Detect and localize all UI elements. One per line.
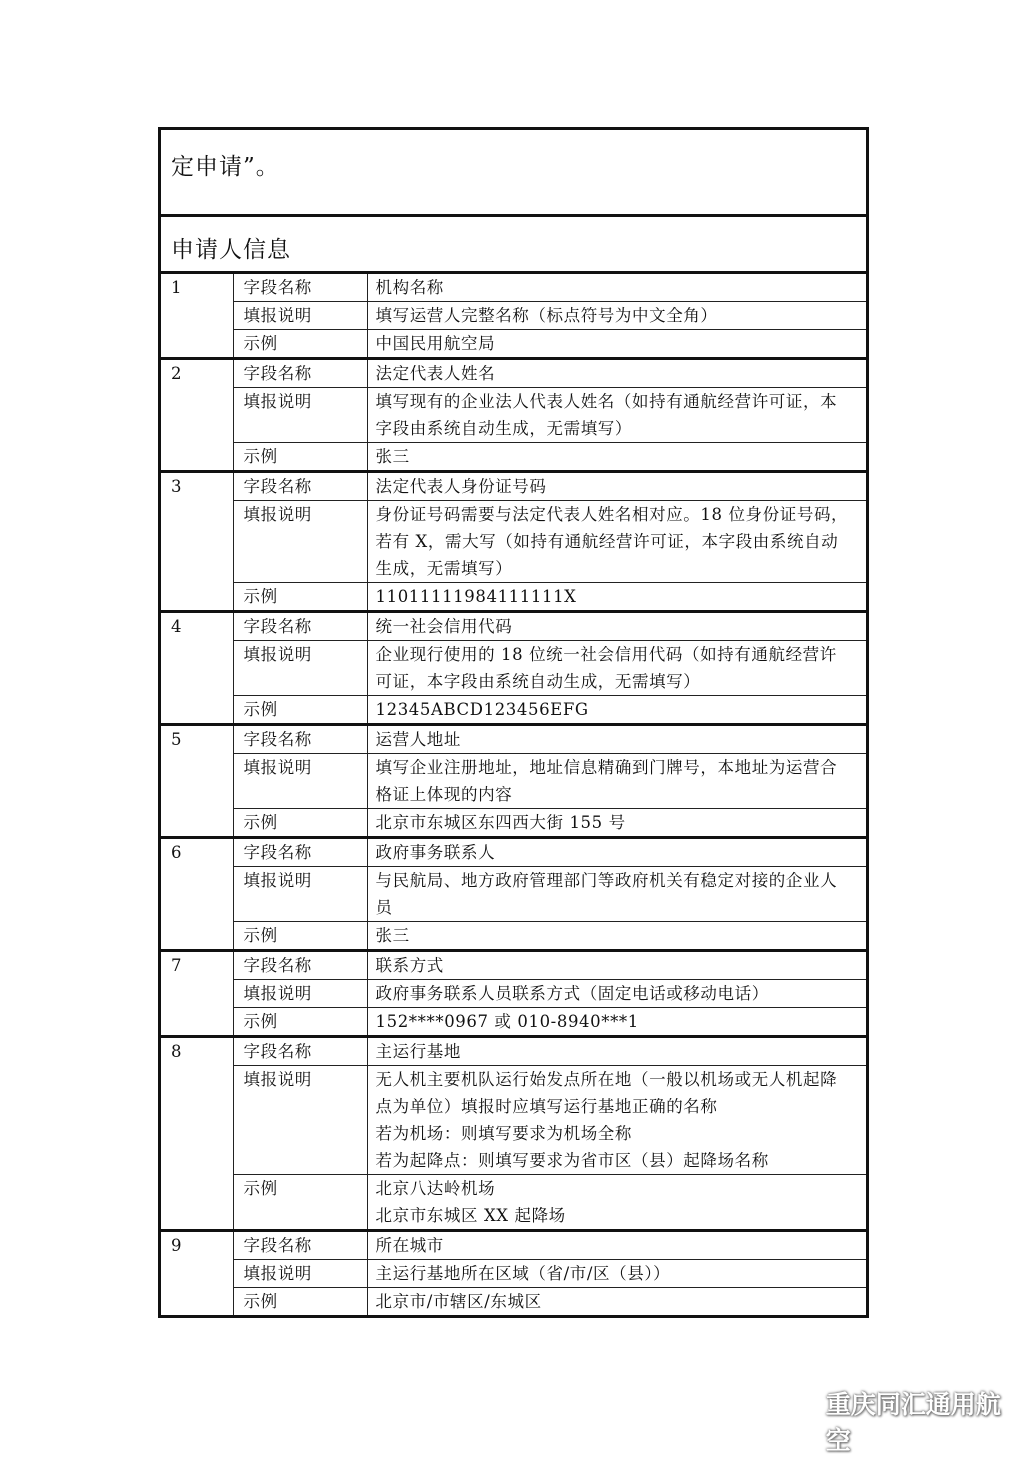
applicant-info-table bbox=[161, 274, 866, 1315]
table-row bbox=[161, 1288, 866, 1316]
table-row bbox=[161, 696, 866, 725]
example-label: 示例 bbox=[233, 922, 367, 951]
table-row bbox=[161, 754, 866, 809]
instruction-value bbox=[367, 302, 866, 330]
field-name-value: 运营人地址 bbox=[367, 725, 866, 754]
example-line: 张三 bbox=[375, 447, 410, 466]
instruction-line: 点为单位）填报时应填写运行基地正确的名称 bbox=[375, 1097, 718, 1116]
entry-number: 5 bbox=[161, 725, 233, 838]
table-row bbox=[161, 1008, 866, 1037]
instruction-line: 若有 X，需大写（如持有通航经营许可证，本字段由系统自动 bbox=[375, 532, 839, 551]
entry-group bbox=[161, 838, 866, 951]
table-row bbox=[161, 612, 866, 641]
example-value bbox=[367, 330, 866, 359]
instruction-label: 填报说明 bbox=[233, 641, 367, 696]
table-row bbox=[161, 1066, 866, 1175]
instruction-value bbox=[367, 980, 866, 1008]
example-value bbox=[367, 696, 866, 725]
instruction-line: 员 bbox=[375, 898, 393, 917]
field-name-label: 字段名称 bbox=[233, 1231, 367, 1260]
table-row bbox=[161, 809, 866, 838]
entry-group bbox=[161, 359, 866, 472]
continuation-text: 定申请”。 bbox=[161, 130, 866, 217]
document-table-frame bbox=[158, 127, 869, 1318]
entry-group bbox=[161, 1037, 866, 1231]
example-label: 示例 bbox=[233, 443, 367, 472]
field-name-label: 字段名称 bbox=[233, 951, 367, 980]
example-label: 示例 bbox=[233, 696, 367, 725]
table-row bbox=[161, 922, 866, 951]
field-name-value: 机构名称 bbox=[367, 274, 866, 302]
entry-number: 9 bbox=[161, 1231, 233, 1316]
table-row bbox=[161, 443, 866, 472]
example-value bbox=[367, 1008, 866, 1037]
entry-group bbox=[161, 612, 866, 725]
table-row bbox=[161, 641, 866, 696]
entry-group bbox=[161, 1231, 866, 1316]
instruction-label: 填报说明 bbox=[233, 501, 367, 583]
entry-group bbox=[161, 725, 866, 838]
instruction-line: 填写运营人完整名称（标点符号为中文全角） bbox=[375, 306, 718, 325]
table-row bbox=[161, 838, 866, 867]
table-row bbox=[161, 1175, 866, 1231]
field-name-label: 字段名称 bbox=[233, 838, 367, 867]
instruction-line: 若为机场：则填写要求为机场全称 bbox=[375, 1124, 632, 1143]
entry-number: 1 bbox=[161, 274, 233, 359]
table-row bbox=[161, 501, 866, 583]
instruction-line: 与民航局、地方政府管理部门等政府机关有稳定对接的企业人 bbox=[375, 871, 838, 890]
example-value bbox=[367, 809, 866, 838]
entry-number: 6 bbox=[161, 838, 233, 951]
field-name-label: 字段名称 bbox=[233, 359, 367, 388]
instruction-label: 填报说明 bbox=[233, 1260, 367, 1288]
watermark-text: 重庆同汇通用航空 bbox=[825, 1390, 1001, 1455]
instruction-line: 政府事务联系人员联系方式（固定电话或移动电话） bbox=[375, 984, 769, 1003]
table-row bbox=[161, 583, 866, 612]
field-name-value: 主运行基地 bbox=[367, 1037, 866, 1066]
field-name-label: 字段名称 bbox=[233, 725, 367, 754]
example-line: 12345ABCD123456EFG bbox=[375, 700, 589, 719]
example-label: 示例 bbox=[233, 330, 367, 359]
instruction-value bbox=[367, 867, 866, 922]
example-label: 示例 bbox=[233, 583, 367, 612]
example-line: 北京市东城区东四西大街 155 号 bbox=[375, 813, 626, 832]
example-label: 示例 bbox=[233, 809, 367, 838]
example-value bbox=[367, 583, 866, 612]
instruction-line: 企业现行使用的 18 位统一社会信用代码（如持有通航经营许 bbox=[375, 645, 837, 664]
weibo-icon bbox=[790, 1408, 820, 1434]
example-line: 中国民用航空局 bbox=[375, 334, 496, 353]
instruction-line: 字段由系统自动生成，无需填写） bbox=[375, 419, 632, 438]
instruction-line: 生成，无需填写） bbox=[375, 559, 513, 578]
table-row bbox=[161, 388, 866, 443]
field-name-value: 法定代表人身份证号码 bbox=[367, 472, 866, 501]
table-row bbox=[161, 980, 866, 1008]
field-name-label: 字段名称 bbox=[233, 472, 367, 501]
entry-number: 4 bbox=[161, 612, 233, 725]
instruction-line: 填写现有的企业法人代表人姓名（如持有通航经营许可证，本 bbox=[375, 392, 838, 411]
instruction-line: 无人机主要机队运行始发点所在地（一般以机场或无人机起降 bbox=[375, 1070, 838, 1089]
example-label: 示例 bbox=[233, 1175, 367, 1231]
example-line: 北京市/市辖区/东城区 bbox=[375, 1292, 542, 1311]
example-line: 11011111984111111X bbox=[375, 587, 577, 606]
instruction-line: 若为起降点：则填写要求为省市区（县）起降场名称 bbox=[375, 1151, 769, 1170]
watermark bbox=[790, 1390, 1024, 1455]
table-row bbox=[161, 330, 866, 359]
instruction-line: 身份证号码需要与法定代表人姓名相对应。18 位身份证号码， bbox=[375, 505, 849, 524]
instruction-label: 填报说明 bbox=[233, 867, 367, 922]
entry-group bbox=[161, 472, 866, 612]
table-row bbox=[161, 274, 866, 302]
entry-number: 3 bbox=[161, 472, 233, 612]
instruction-line: 格证上体现的内容 bbox=[375, 785, 513, 804]
table-row bbox=[161, 951, 866, 980]
instruction-value bbox=[367, 641, 866, 696]
field-name-value: 统一社会信用代码 bbox=[367, 612, 866, 641]
field-name-value: 政府事务联系人 bbox=[367, 838, 866, 867]
instruction-value bbox=[367, 1260, 866, 1288]
table-row bbox=[161, 1037, 866, 1066]
instruction-label: 填报说明 bbox=[233, 388, 367, 443]
example-line: 北京八达岭机场 bbox=[375, 1179, 496, 1198]
example-value bbox=[367, 443, 866, 472]
instruction-label: 填报说明 bbox=[233, 754, 367, 809]
example-value bbox=[367, 1175, 866, 1231]
instruction-line: 主运行基地所在区域（省/市/区（县）） bbox=[375, 1264, 671, 1283]
example-line: 152****0967 或 010-8940***1 bbox=[375, 1012, 639, 1031]
instruction-line: 可证，本字段由系统自动生成，无需填写） bbox=[375, 672, 701, 691]
example-value bbox=[367, 1288, 866, 1316]
instruction-line: 填写企业注册地址，地址信息精确到门牌号，本地址为运营合 bbox=[375, 758, 838, 777]
instruction-value bbox=[367, 501, 866, 583]
entry-number: 8 bbox=[161, 1037, 233, 1231]
instruction-label: 填报说明 bbox=[233, 302, 367, 330]
table-row bbox=[161, 725, 866, 754]
example-line: 张三 bbox=[375, 926, 410, 945]
instruction-value bbox=[367, 388, 866, 443]
table-row bbox=[161, 302, 866, 330]
table-row bbox=[161, 1260, 866, 1288]
table-row bbox=[161, 1231, 866, 1260]
section-title: 申请人信息 bbox=[161, 217, 866, 274]
example-label: 示例 bbox=[233, 1008, 367, 1037]
field-name-label: 字段名称 bbox=[233, 274, 367, 302]
entry-number: 7 bbox=[161, 951, 233, 1037]
entry-number: 2 bbox=[161, 359, 233, 472]
instruction-value bbox=[367, 1066, 866, 1175]
example-line: 北京市东城区 XX 起降场 bbox=[375, 1206, 566, 1225]
field-name-value: 法定代表人姓名 bbox=[367, 359, 866, 388]
field-name-label: 字段名称 bbox=[233, 612, 367, 641]
field-name-value: 所在城市 bbox=[367, 1231, 866, 1260]
instruction-label: 填报说明 bbox=[233, 980, 367, 1008]
table-row bbox=[161, 359, 866, 388]
table-row bbox=[161, 472, 866, 501]
example-value bbox=[367, 922, 866, 951]
instruction-label: 填报说明 bbox=[233, 1066, 367, 1175]
entry-group bbox=[161, 951, 866, 1037]
table-row bbox=[161, 867, 866, 922]
instruction-value bbox=[367, 754, 866, 809]
example-label: 示例 bbox=[233, 1288, 367, 1316]
field-name-value: 联系方式 bbox=[367, 951, 866, 980]
field-name-label: 字段名称 bbox=[233, 1037, 367, 1066]
entry-group bbox=[161, 274, 866, 359]
